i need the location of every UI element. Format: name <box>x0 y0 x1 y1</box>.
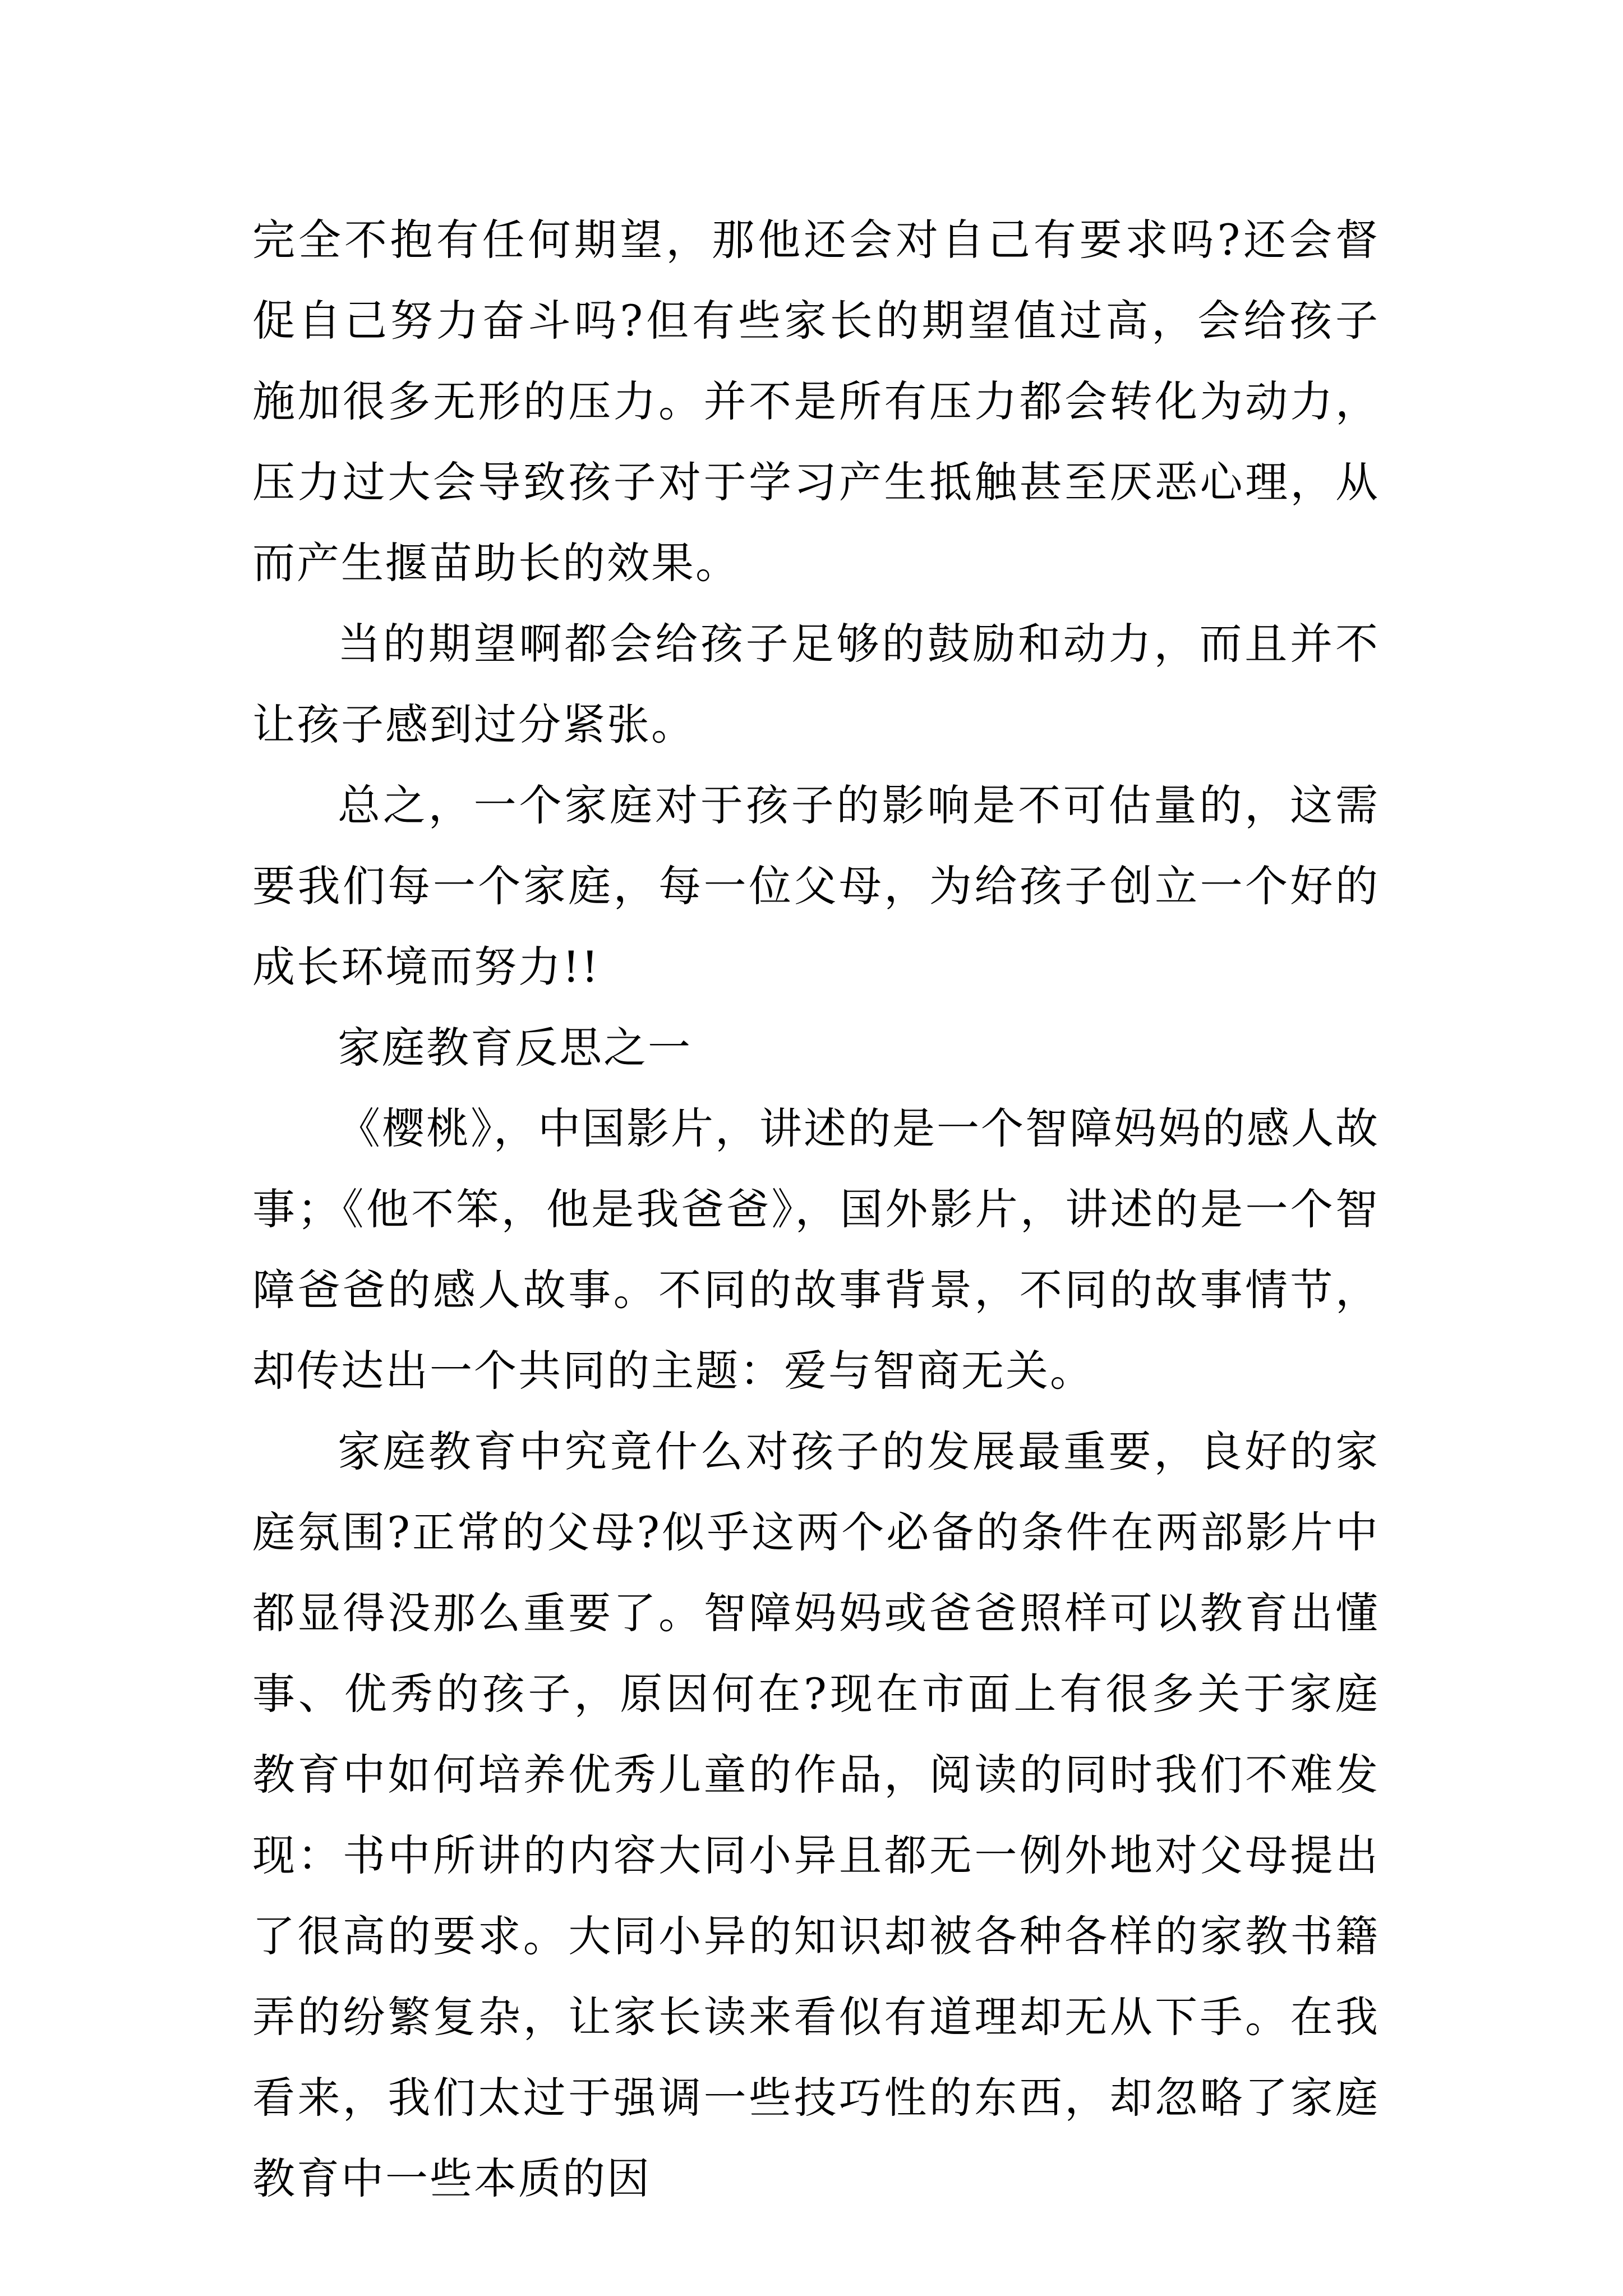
paragraph-1: 完全不抱有任何期望，那他还会对自己有要求吗?还会督促自己努力奋斗吗?但有些家长的期望值过高，会给孩子施加很多无形的压力。并不是所有压力都会转化为动力，压力过大会导致孩子对于学习产生抵触甚至厌恶心理，从而产生揠苗助长的效果。 <box>252 215 1380 588</box>
paragraph-2: 当的期望啊都会给孩子足够的鼓励和动力，而且并不让孩子感到过分紧张。 <box>252 619 1380 749</box>
paragraph-3: 总之，一个家庭对于孩子的影响是不可估量的，这需要我们每一个家庭，每一位父母，为给孩子创立一个好的成长环境而努力!! <box>252 780 1380 992</box>
paragraph-4: 《樱桃》，中国影片，讲述的是一个智障妈妈的感人故事；《他不笨，他是我爸爸》，国外影片，讲述的是一个智障爸爸的感人故事。不同的故事背景，不同的故事情节，却传达出一个共同的主题：爱与智商无关。 <box>252 1103 1380 1396</box>
paragraph-5: 家庭教育中究竟什么对孩子的发展最重要，良好的家庭氛围?正常的父母?似乎这两个必备的条件在两部影片中都显得没那么重要了。智障妈妈或爸爸照样可以教育出懂事、优秀的孩子，原因何在?现在市面上有很多关于家庭教育中如何培养优秀儿童的作品，阅读的同时我们不难发现：书中所讲的内容大同小异且都无一例外地对父母提出了很高的要求。大同小异的知识却被各种各样的家教书籍弄的纷繁复杂，让家长读来看似有道理却无从下手。在我看来，我们太过于强调一些技巧性的东西，却忽略了家庭教育中一些本质的因 <box>252 1427 1380 2203</box>
document-body <box>252 200 1380 2219</box>
section-heading: 家庭教育反思之一 <box>338 1023 692 1073</box>
